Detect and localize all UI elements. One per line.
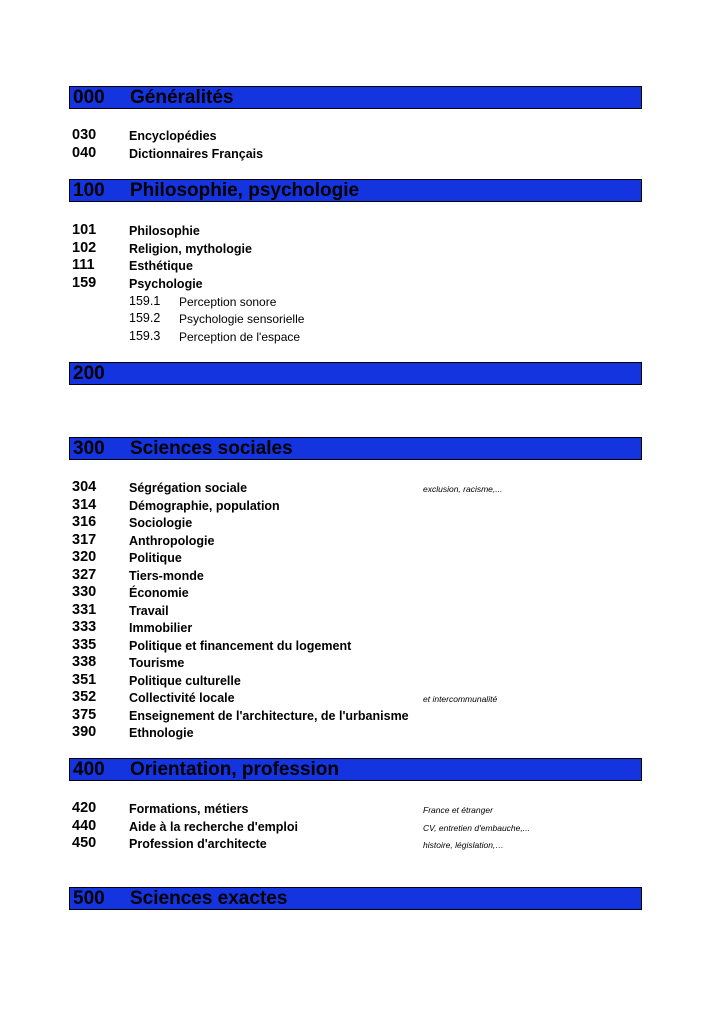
item-code: 111 (72, 257, 95, 273)
item-code: 450 (72, 835, 97, 851)
item-note: exclusion, racisme,... (423, 484, 503, 494)
item-note: et intercommunalité (423, 694, 498, 704)
item-code: 420 (72, 800, 97, 816)
item-note: France et étranger (423, 805, 493, 815)
list-item (0, 567, 724, 584)
list-item (0, 497, 724, 514)
item-label: Tiers-monde (129, 569, 204, 583)
item-label: Ethnologie (129, 726, 194, 740)
section-header-300 (69, 437, 642, 460)
item-label: Anthropologie (129, 534, 215, 548)
item-code: 331 (72, 602, 97, 618)
item-label: Enseignement de l'architecture, de l'urbanisme (129, 709, 409, 723)
list-item (0, 275, 724, 292)
section-header-100 (69, 179, 642, 202)
list-item (0, 672, 724, 689)
item-label: Politique culturelle (129, 674, 241, 688)
item-code: 030 (72, 127, 97, 143)
sub-list-item (0, 328, 724, 345)
item-code: 320 (72, 549, 97, 565)
item-code: 335 (72, 637, 97, 653)
list-item (0, 222, 724, 239)
item-label: Politique (129, 551, 182, 565)
item-label: Esthétique (129, 259, 193, 273)
subitem-code: 159.2 (129, 311, 161, 325)
section-code: 300 (73, 438, 105, 459)
item-label: Démographie, population (129, 499, 280, 513)
item-label: Travail (129, 604, 169, 618)
item-label: Philosophie (129, 224, 200, 238)
section-code: 100 (73, 180, 105, 201)
item-code: 040 (72, 145, 97, 161)
item-label: Formations, métiers (129, 802, 249, 816)
list-item (0, 514, 724, 531)
section-code: 500 (73, 888, 105, 909)
list-item (0, 240, 724, 257)
item-code: 440 (72, 818, 97, 834)
item-label: Aide à la recherche d'emploi (129, 820, 299, 834)
section-header-500 (69, 887, 642, 910)
section-code: 000 (73, 87, 105, 108)
list-item (0, 532, 724, 549)
item-code: 317 (72, 532, 97, 548)
subitem-code: 159.3 (129, 329, 161, 343)
subitem-label: Psychologie sensorielle (179, 312, 305, 326)
item-code: 390 (72, 724, 97, 740)
list-item (0, 479, 724, 496)
list-item (0, 707, 724, 724)
item-label: Religion, mythologie (129, 242, 252, 256)
item-code: 159 (72, 275, 97, 291)
list-item (0, 835, 724, 852)
list-item (0, 127, 724, 144)
item-note: histoire, législation,… (423, 840, 504, 850)
list-item (0, 619, 724, 636)
list-item (0, 818, 724, 835)
item-code: 338 (72, 654, 97, 670)
section-title: Sciences sociales (130, 438, 293, 459)
sub-list-item (0, 310, 724, 327)
item-code: 352 (72, 689, 97, 705)
section-code: 200 (73, 363, 105, 384)
list-item (0, 145, 724, 162)
item-note: CV, entretien d'embauche,... (423, 823, 530, 833)
list-item (0, 654, 724, 671)
item-code: 333 (72, 619, 97, 635)
item-label: Collectivité locale (129, 691, 235, 705)
item-label: Psychologie (129, 277, 203, 291)
item-code: 304 (72, 479, 97, 495)
list-item (0, 584, 724, 601)
section-title: Généralités (130, 87, 234, 108)
list-item (0, 549, 724, 566)
list-item (0, 602, 724, 619)
item-label: Ségrégation sociale (129, 481, 248, 495)
subitem-label: Perception de l'espace (179, 330, 301, 344)
section-title: Orientation, profession (130, 759, 340, 780)
section-header-400 (69, 758, 642, 781)
section-code: 400 (73, 759, 105, 780)
section-header-200 (69, 362, 642, 385)
list-item (0, 724, 724, 741)
section-title: Philosophie, psychologie (130, 180, 360, 201)
subitem-label: Perception sonore (179, 295, 277, 309)
item-label: Tourisme (129, 656, 185, 670)
item-label: Politique et financement du logement (129, 639, 352, 653)
section-title: Sciences exactes (130, 888, 288, 909)
item-code: 314 (72, 497, 97, 513)
item-label: Immobilier (129, 621, 193, 635)
item-code: 351 (72, 672, 97, 688)
item-code: 316 (72, 514, 97, 530)
item-label: Encyclopédies (129, 129, 217, 143)
item-label: Profession d'architecte (129, 837, 267, 851)
item-code: 327 (72, 567, 97, 583)
list-item (0, 257, 724, 274)
list-item (0, 689, 724, 706)
item-label: Économie (129, 586, 189, 600)
item-code: 102 (72, 240, 97, 256)
item-code: 375 (72, 707, 97, 723)
subitem-code: 159.1 (129, 294, 161, 308)
list-item (0, 800, 724, 817)
item-label: Dictionnaires Français (129, 147, 264, 161)
item-code: 330 (72, 584, 97, 600)
list-item (0, 637, 724, 654)
sub-list-item (0, 293, 724, 310)
section-header-000 (69, 86, 642, 109)
item-label: Sociologie (129, 516, 193, 530)
item-code: 101 (72, 222, 97, 238)
